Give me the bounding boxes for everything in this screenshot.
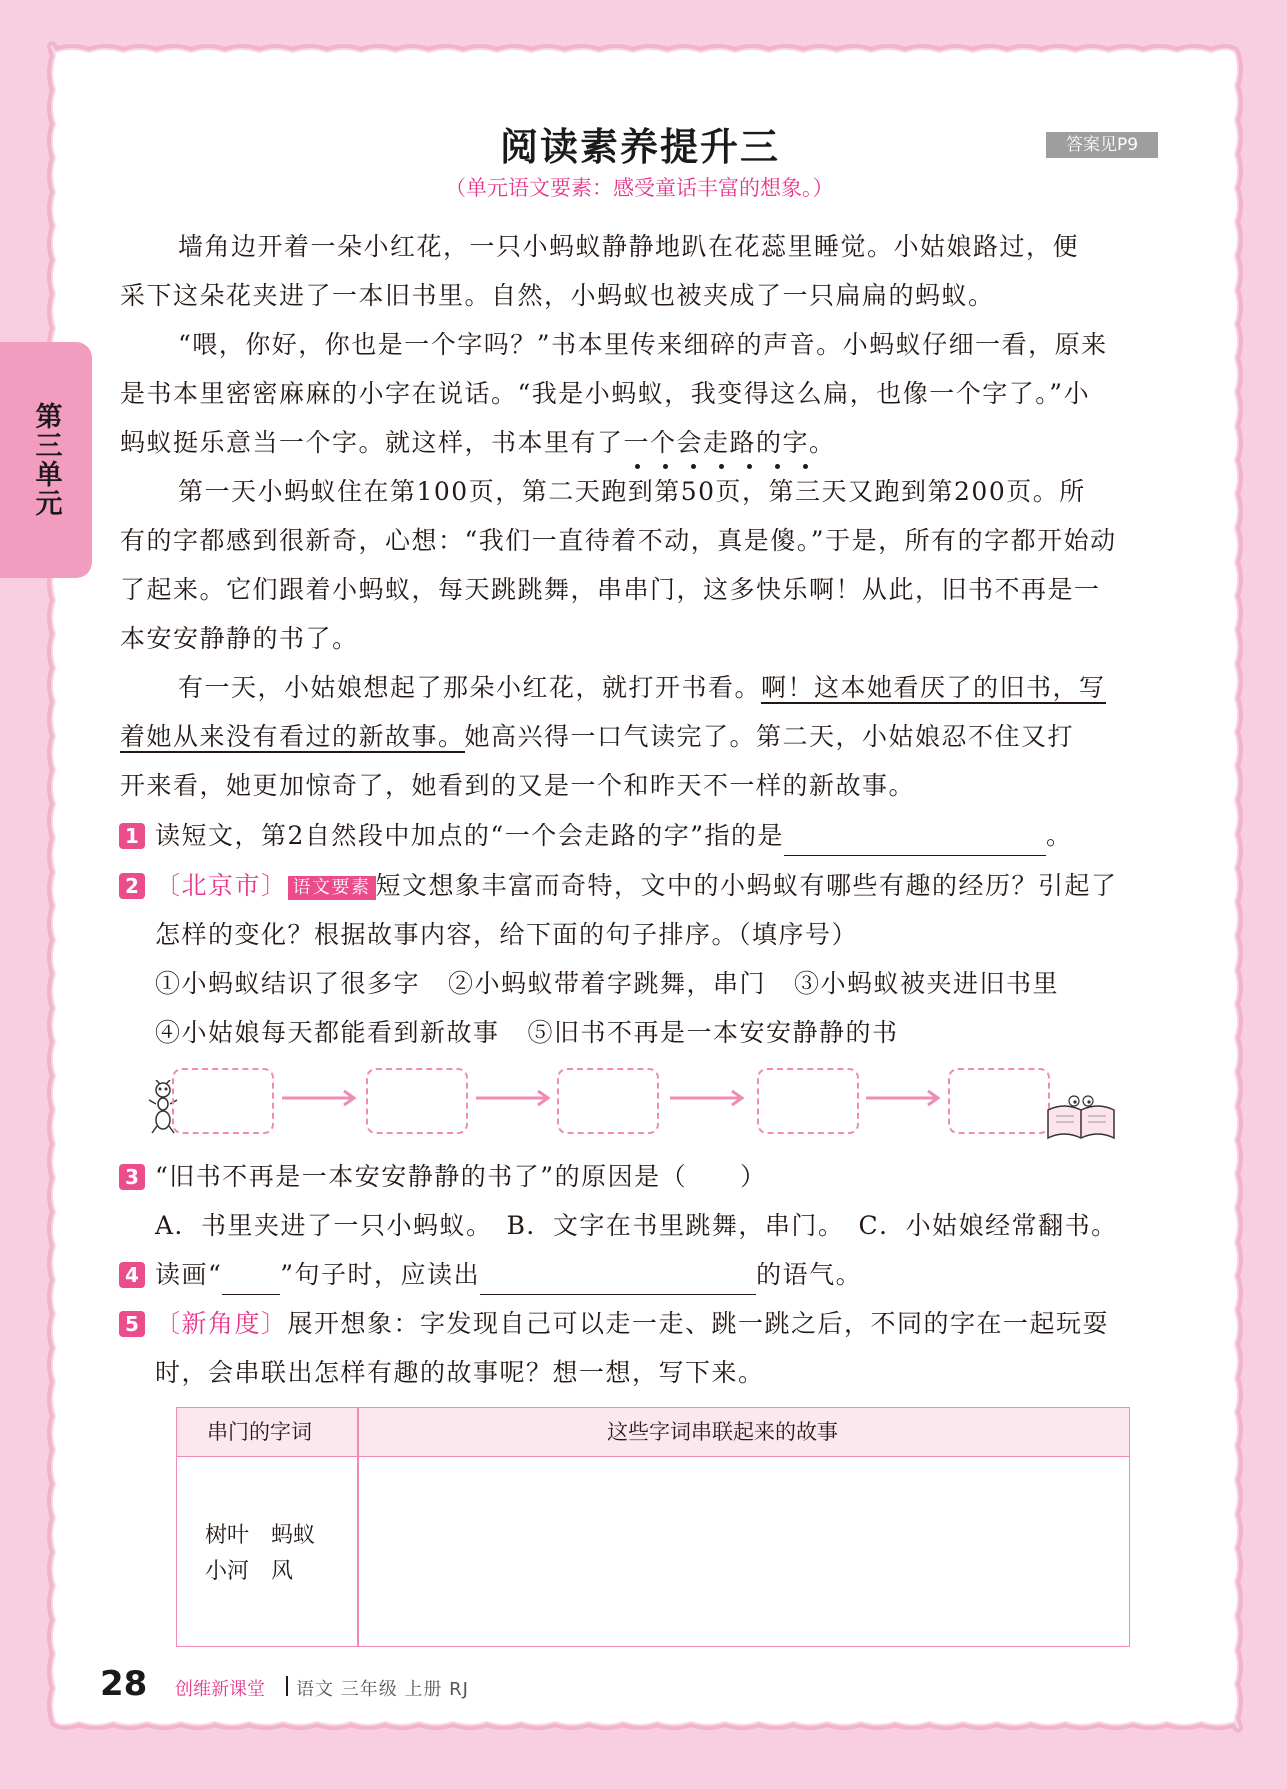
story-table: [176, 1407, 1130, 1647]
passage-line: 本安安静静的书了。: [120, 624, 359, 653]
unit-side-tab-label: 第三单元: [30, 402, 62, 518]
passage-line: 第一天小蚂蚁住在第100页，第二天跑到第50页，第三天又跑到第200页。所: [178, 477, 1086, 506]
question-4-answer-blank[interactable]: [480, 1264, 756, 1295]
question-1-end: 。: [1045, 821, 1073, 850]
language-element-tag: 语文要素: [288, 876, 376, 900]
table-header-story: 这些字词串联起来的故事: [607, 1420, 838, 1444]
question-1-number: 1: [119, 823, 145, 849]
word-group-row-1: 树叶 蚂蚁: [205, 1523, 316, 1548]
word-group-row-2: 小河 风: [205, 1559, 294, 1584]
page-number: 28: [100, 1664, 148, 1704]
brand-name: 创维新课堂: [175, 1679, 265, 1700]
question-2-text: 短文想象丰富而奇特，文中的小蚂蚁有哪些有趣的经历？引起了: [375, 871, 1118, 900]
option-5: ⑤旧书不再是一本安安静静的书: [527, 1018, 899, 1047]
passage-text: 有一天，小姑娘想起了那朵小红花，就打开书看。: [178, 673, 762, 702]
dotted-phrase: [624, 428, 810, 457]
region-tag: 〔北京市〕: [155, 871, 288, 900]
question-2-options-row: [155, 964, 1155, 1004]
sequence-box-4[interactable]: [757, 1068, 859, 1134]
arrow-right-icon: [282, 1088, 362, 1108]
question-4-number: 4: [119, 1262, 145, 1288]
passage-line: 有的字都感到很新奇，心想：“我们一直待着不动，真是傻。”于是，所有的字都开始动: [120, 526, 1117, 555]
question-4-short-blank[interactable]: [222, 1264, 280, 1295]
question-4-end: 的语气。: [756, 1260, 863, 1289]
new-angle-tag: 〔新角度〕: [155, 1309, 288, 1338]
option-2: ②小蚂蚁带着字跳舞，串门: [448, 969, 767, 998]
question-2-options-row: [155, 1013, 1155, 1053]
question-5: [155, 1304, 1165, 1344]
question-3-number: 3: [119, 1164, 145, 1190]
choice-b[interactable]: B．文字在书里跳舞，串门。: [506, 1211, 845, 1240]
question-1-answer-blank[interactable]: [784, 825, 1046, 856]
underlined-sentence: 啊！这本她看厌了的旧书，写: [761, 673, 1106, 702]
sequence-box-2[interactable]: [366, 1068, 468, 1134]
underlined-sentence: 着她从来没有看过的新故事。: [120, 722, 465, 751]
question-2: [155, 866, 1165, 906]
table-header-row: [177, 1408, 1129, 1457]
story-answer-area[interactable]: [359, 1458, 1129, 1646]
arrow-right-icon: [866, 1088, 946, 1108]
table-header-words: 串门的字词: [207, 1420, 312, 1444]
choice-a[interactable]: A．书里夹进了一只小蚂蚁。: [155, 1211, 493, 1240]
dotted-phrase-text: 一个会走路的字: [623, 428, 810, 457]
question-3-options: [155, 1206, 1155, 1246]
book-info: 语文 三年级 上册 RJ: [296, 1679, 469, 1700]
question-4: [155, 1255, 1155, 1295]
question-2-number: 2: [119, 873, 145, 899]
question-3-text: “旧书不再是一本安安静静的书了”的原因是（ ）: [155, 1162, 767, 1191]
passage-line: 墙角边开着一朵小红花，一只小蚂蚁静静地趴在花蕊里睡觉。小姑娘路过，便: [178, 232, 1080, 261]
question-5-text: 展开想象：字发现自己可以走一走、跳一跳之后，不同的字在一起玩耍: [287, 1309, 1110, 1338]
passage-text: 蚂蚁挺乐意当一个字。就这样，书本里有了: [120, 428, 624, 457]
question-4-pre: 读画“: [155, 1260, 223, 1289]
unit-element-subtitle: （单元语文要素：感受童话丰富的想象。）: [445, 176, 834, 200]
question-5-number: 5: [119, 1311, 145, 1337]
passage-text: 她高兴得一口气读完了。第二天，小姑娘忍不住又打: [464, 722, 1075, 751]
passage-line: 了起来。它们跟着小蚂蚁，每天跳跳舞，串串门，这多快乐啊！从此，旧书不再是一: [120, 575, 1101, 604]
passage-line: [120, 717, 1160, 757]
option-4: ④小姑娘每天都能看到新故事: [155, 1018, 500, 1047]
footer-separator: [286, 1676, 288, 1696]
passage-line: [120, 668, 1160, 708]
answer-reference-badge: 答案见P9: [1046, 132, 1158, 158]
choice-c[interactable]: C．小姑娘经常翻书。: [858, 1211, 1118, 1240]
passage-line: [120, 423, 1160, 463]
option-3: ③小蚂蚁被夹进旧书里: [794, 969, 1060, 998]
sequence-box-5[interactable]: [948, 1068, 1050, 1134]
question-1-text: 读短文，第2自然段中加点的“一个会走路的字”指的是: [155, 821, 784, 850]
passage-line: “喂，你好，你也是一个字吗？”书本里传来细碎的声音。小蚂蚁仔细一看，原来: [178, 330, 1108, 359]
passage-line: 是书本里密密麻麻的小字在说话。“我是小蚂蚁，我变得这么扁，也像一个字了。”小: [120, 379, 1091, 408]
unit-side-tab: [0, 342, 92, 578]
option-1: ①小蚂蚁结识了很多字: [155, 969, 421, 998]
question-1: [155, 816, 1155, 856]
page-title: 阅读素养提升三: [500, 125, 781, 169]
passage-line: 采下这朵花夹进了一本旧书里。自然，小蚂蚁也被夹成了一只扁扁的蚂蚁。: [120, 281, 995, 310]
arrow-right-icon: [670, 1088, 750, 1108]
question-5-line-2: 时，会串联出怎样有趣的故事呢？想一想，写下来。: [155, 1358, 765, 1387]
passage-text: 。: [809, 428, 836, 457]
question-4-mid: ”句子时，应读出: [280, 1260, 481, 1289]
open-book-icon: [1044, 1094, 1118, 1144]
arrow-right-icon: [476, 1088, 556, 1108]
sequence-box-1[interactable]: [172, 1068, 274, 1134]
question-2-line-2: 怎样的变化？根据故事内容，给下面的句子排序。（填序号）: [155, 920, 859, 949]
sequence-box-3[interactable]: [557, 1068, 659, 1134]
passage-line: 开来看，她更加惊奇了，她看到的又是一个和昨天不一样的新故事。: [120, 771, 916, 800]
